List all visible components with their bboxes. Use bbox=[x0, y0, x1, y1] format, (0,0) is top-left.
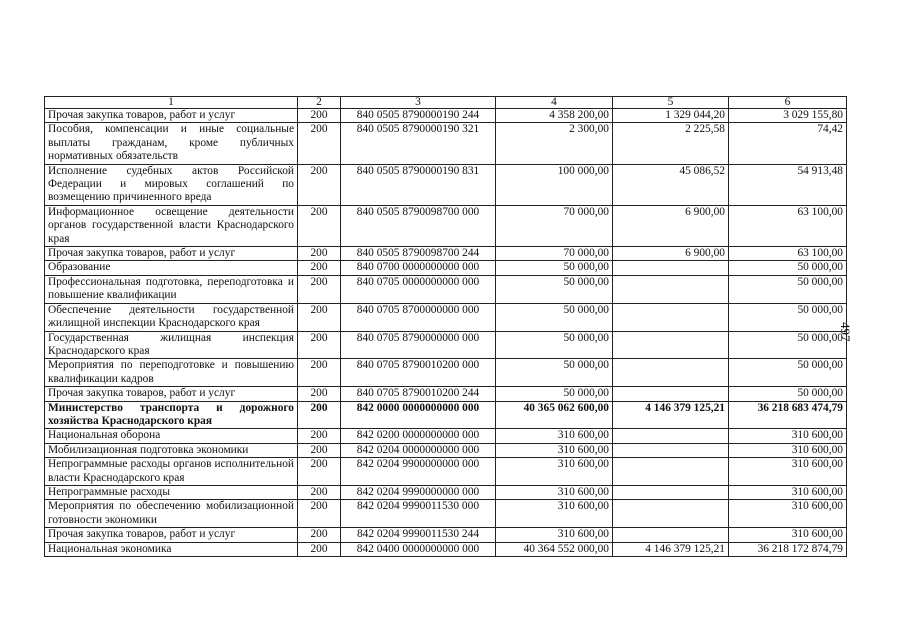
table-row bbox=[45, 303, 847, 331]
table-row bbox=[45, 458, 847, 486]
actual-amount-cell: 2 225,58 bbox=[613, 123, 729, 164]
plan-amount-cell: 40 365 062 600,00 bbox=[496, 401, 613, 429]
table-row bbox=[45, 443, 847, 457]
table-row bbox=[45, 331, 847, 359]
remainder-amount-cell: 63 100,00 bbox=[729, 205, 847, 246]
plan-amount-cell: 310 600,00 bbox=[496, 443, 613, 457]
header-cell-3: 3 bbox=[341, 97, 496, 109]
item-name-cell: Мероприятия по переподготовке и повышению квалификации кадров bbox=[45, 359, 298, 387]
plan-amount-cell: 50 000,00 bbox=[496, 303, 613, 331]
classifier-code-cell: 840 0505 8790000190 831 bbox=[341, 164, 496, 205]
line-code-cell: 200 bbox=[298, 247, 341, 261]
plan-amount-cell: 70 000,00 bbox=[496, 247, 613, 261]
remainder-amount-cell: 50 000,00 bbox=[729, 275, 847, 303]
table-row bbox=[45, 485, 847, 499]
line-code-cell: 200 bbox=[298, 429, 341, 443]
remainder-amount-cell: 310 600,00 bbox=[729, 500, 847, 528]
table-body bbox=[45, 109, 847, 557]
plan-amount-cell: 40 364 552 000,00 bbox=[496, 542, 613, 556]
item-name-cell: Прочая закупка товаров, работ и услуг bbox=[45, 387, 298, 401]
line-code-cell: 200 bbox=[298, 500, 341, 528]
remainder-amount-cell: 50 000,00 bbox=[729, 387, 847, 401]
line-code-cell: 200 bbox=[298, 458, 341, 486]
item-name-cell: Непрограммные расходы органов исполнительной власти Краснодарского края bbox=[45, 458, 298, 486]
header-cell-1: 1 bbox=[45, 97, 298, 109]
classifier-code-cell: 840 0505 8790000190 244 bbox=[341, 109, 496, 123]
item-name-cell: Мобилизационная подготовка экономики bbox=[45, 443, 298, 457]
table-row bbox=[45, 123, 847, 164]
table-row bbox=[45, 542, 847, 556]
line-code-cell: 200 bbox=[298, 123, 341, 164]
remainder-amount-cell: 3 029 155,80 bbox=[729, 109, 847, 123]
plan-amount-cell: 50 000,00 bbox=[496, 261, 613, 275]
classifier-code-cell: 840 0705 8790000000 000 bbox=[341, 331, 496, 359]
actual-amount-cell bbox=[613, 528, 729, 542]
item-name-cell: Прочая закупка товаров, работ и услуг bbox=[45, 528, 298, 542]
remainder-amount-cell: 310 600,00 bbox=[729, 443, 847, 457]
actual-amount-cell bbox=[613, 443, 729, 457]
table-row bbox=[45, 528, 847, 542]
line-code-cell: 200 bbox=[298, 401, 341, 429]
header-cell-5: 5 bbox=[613, 97, 729, 109]
item-name-cell: Мероприятия по обеспечению мобилизационной готовности экономики bbox=[45, 500, 298, 528]
classifier-code-cell: 840 0505 8790098700 244 bbox=[341, 247, 496, 261]
actual-amount-cell bbox=[613, 429, 729, 443]
actual-amount-cell: 1 329 044,20 bbox=[613, 109, 729, 123]
budget-table bbox=[44, 96, 847, 557]
classifier-code-cell: 840 0705 8700000000 000 bbox=[341, 303, 496, 331]
table-row bbox=[45, 275, 847, 303]
actual-amount-cell bbox=[613, 359, 729, 387]
table-header-row bbox=[45, 97, 847, 109]
remainder-amount-cell: 54 913,48 bbox=[729, 164, 847, 205]
actual-amount-cell bbox=[613, 303, 729, 331]
classifier-code-cell: 840 0705 8790010200 000 bbox=[341, 359, 496, 387]
item-name-cell: Прочая закупка товаров, работ и услуг bbox=[45, 109, 298, 123]
page-number: 497 bbox=[838, 322, 853, 342]
line-code-cell: 200 bbox=[298, 261, 341, 275]
item-name-cell: Профессиональная подготовка, переподготовка и повышение квалификации bbox=[45, 275, 298, 303]
remainder-amount-cell: 310 600,00 bbox=[729, 485, 847, 499]
table-row bbox=[45, 109, 847, 123]
actual-amount-cell: 6 900,00 bbox=[613, 205, 729, 246]
remainder-amount-cell: 63 100,00 bbox=[729, 247, 847, 261]
plan-amount-cell: 2 300,00 bbox=[496, 123, 613, 164]
table-row bbox=[45, 401, 847, 429]
table-row bbox=[45, 261, 847, 275]
plan-amount-cell: 310 600,00 bbox=[496, 429, 613, 443]
line-code-cell: 200 bbox=[298, 205, 341, 246]
item-name-cell: Государственная жилищная инспекция Краснодарского края bbox=[45, 331, 298, 359]
classifier-code-cell: 842 0000 0000000000 000 bbox=[341, 401, 496, 429]
actual-amount-cell bbox=[613, 500, 729, 528]
plan-amount-cell: 70 000,00 bbox=[496, 205, 613, 246]
plan-amount-cell: 310 600,00 bbox=[496, 485, 613, 499]
item-name-cell: Национальная оборона bbox=[45, 429, 298, 443]
actual-amount-cell: 4 146 379 125,21 bbox=[613, 542, 729, 556]
plan-amount-cell: 50 000,00 bbox=[496, 359, 613, 387]
classifier-code-cell: 840 0700 0000000000 000 bbox=[341, 261, 496, 275]
item-name-cell: Прочая закупка товаров, работ и услуг bbox=[45, 247, 298, 261]
classifier-code-cell: 840 0705 0000000000 000 bbox=[341, 275, 496, 303]
plan-amount-cell: 50 000,00 bbox=[496, 387, 613, 401]
item-name-cell: Исполнение судебных актов Российской Федерации и мировых соглашений по возмещению причиненного вреда bbox=[45, 164, 298, 205]
remainder-amount-cell: 50 000,00 bbox=[729, 303, 847, 331]
remainder-amount-cell: 310 600,00 bbox=[729, 528, 847, 542]
line-code-cell: 200 bbox=[298, 331, 341, 359]
line-code-cell: 200 bbox=[298, 109, 341, 123]
plan-amount-cell: 310 600,00 bbox=[496, 500, 613, 528]
line-code-cell: 200 bbox=[298, 542, 341, 556]
item-name-cell: Непрограммные расходы bbox=[45, 485, 298, 499]
item-name-cell: Обеспечение деятельности государственной жилищной инспекции Краснодарского края bbox=[45, 303, 298, 331]
remainder-amount-cell: 36 218 172 874,79 bbox=[729, 542, 847, 556]
line-code-cell: 200 bbox=[298, 443, 341, 457]
classifier-code-cell: 842 0204 9990011530 244 bbox=[341, 528, 496, 542]
line-code-cell: 200 bbox=[298, 528, 341, 542]
actual-amount-cell bbox=[613, 485, 729, 499]
classifier-code-cell: 840 0505 8790000190 321 bbox=[341, 123, 496, 164]
header-cell-4: 4 bbox=[496, 97, 613, 109]
remainder-amount-cell: 310 600,00 bbox=[729, 458, 847, 486]
line-code-cell: 200 bbox=[298, 485, 341, 499]
table-row bbox=[45, 359, 847, 387]
remainder-amount-cell: 50 000,00 bbox=[729, 261, 847, 275]
classifier-code-cell: 842 0200 0000000000 000 bbox=[341, 429, 496, 443]
actual-amount-cell bbox=[613, 331, 729, 359]
actual-amount-cell bbox=[613, 458, 729, 486]
classifier-code-cell: 842 0204 9990000000 000 bbox=[341, 485, 496, 499]
line-code-cell: 200 bbox=[298, 164, 341, 205]
classifier-code-cell: 840 0505 8790098700 000 bbox=[341, 205, 496, 246]
remainder-amount-cell: 74,42 bbox=[729, 123, 847, 164]
plan-amount-cell: 50 000,00 bbox=[496, 331, 613, 359]
table-row bbox=[45, 247, 847, 261]
line-code-cell: 200 bbox=[298, 275, 341, 303]
remainder-amount-cell: 310 600,00 bbox=[729, 429, 847, 443]
classifier-code-cell: 842 0400 0000000000 000 bbox=[341, 542, 496, 556]
classifier-code-cell: 842 0204 0000000000 000 bbox=[341, 443, 496, 457]
actual-amount-cell bbox=[613, 387, 729, 401]
remainder-amount-cell: 50 000,00 bbox=[729, 359, 847, 387]
table-row bbox=[45, 429, 847, 443]
table-row bbox=[45, 500, 847, 528]
actual-amount-cell bbox=[613, 261, 729, 275]
classifier-code-cell: 842 0204 9900000000 000 bbox=[341, 458, 496, 486]
plan-amount-cell: 100 000,00 bbox=[496, 164, 613, 205]
header-cell-6: 6 bbox=[729, 97, 847, 109]
item-name-cell: Образование bbox=[45, 261, 298, 275]
line-code-cell: 200 bbox=[298, 359, 341, 387]
item-name-cell: Информационное освещение деятельности органов государственной власти Краснодарского края bbox=[45, 205, 298, 246]
plan-amount-cell: 4 358 200,00 bbox=[496, 109, 613, 123]
header-cell-2: 2 bbox=[298, 97, 341, 109]
actual-amount-cell: 4 146 379 125,21 bbox=[613, 401, 729, 429]
line-code-cell: 200 bbox=[298, 387, 341, 401]
plan-amount-cell: 310 600,00 bbox=[496, 528, 613, 542]
item-name-cell: Национальная экономика bbox=[45, 542, 298, 556]
item-name-cell: Министерство транспорта и дорожного хозяйства Краснодарского края bbox=[45, 401, 298, 429]
remainder-amount-cell: 50 000,00 bbox=[729, 331, 847, 359]
line-code-cell: 200 bbox=[298, 303, 341, 331]
actual-amount-cell: 6 900,00 bbox=[613, 247, 729, 261]
table-row bbox=[45, 387, 847, 401]
plan-amount-cell: 50 000,00 bbox=[496, 275, 613, 303]
actual-amount-cell bbox=[613, 275, 729, 303]
remainder-amount-cell: 36 218 683 474,79 bbox=[729, 401, 847, 429]
classifier-code-cell: 842 0204 9990011530 000 bbox=[341, 500, 496, 528]
classifier-code-cell: 840 0705 8790010200 244 bbox=[341, 387, 496, 401]
item-name-cell: Пособия, компенсации и иные социальные выплаты гражданам, кроме публичных нормативных обязательств bbox=[45, 123, 298, 164]
plan-amount-cell: 310 600,00 bbox=[496, 458, 613, 486]
actual-amount-cell: 45 086,52 bbox=[613, 164, 729, 205]
table-row bbox=[45, 205, 847, 246]
table-row bbox=[45, 164, 847, 205]
